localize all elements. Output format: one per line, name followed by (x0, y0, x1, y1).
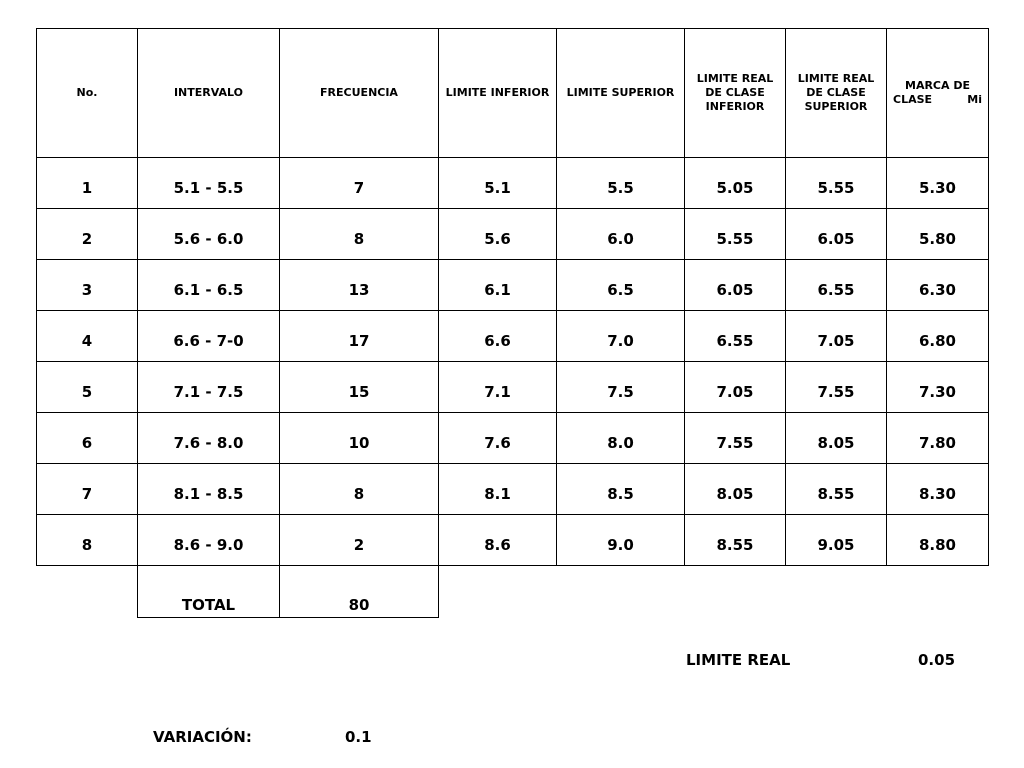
cell-frecuencia: 15 (280, 362, 439, 413)
cell-limite-real-inferior: 6.05 (685, 260, 786, 311)
cell-intervalo: 5.1 - 5.5 (138, 158, 280, 209)
cell-frecuencia: 2 (280, 515, 439, 566)
cell-limite-superior: 6.0 (557, 209, 685, 260)
cell-limite-real-inferior: 5.05 (685, 158, 786, 209)
table-body (37, 29, 989, 618)
table-row (37, 158, 989, 209)
cell-limite-real-superior: 9.05 (786, 515, 887, 566)
frequency-table (36, 28, 989, 618)
cell-marca-de-clase: 8.80 (887, 515, 989, 566)
header-frecuencia: FRECUENCIA (280, 29, 439, 158)
total-row (37, 566, 989, 618)
header-limite-real-superior (786, 29, 887, 158)
cell-intervalo: 8.6 - 9.0 (138, 515, 280, 566)
header-limite-superior: LIMITE SUPERIOR (557, 29, 685, 158)
cell-limite-inferior: 6.1 (439, 260, 557, 311)
cell-no: 5 (37, 362, 138, 413)
header-lrs-line: DE CLASE (806, 86, 866, 99)
header-marca-line: CLASE (893, 93, 933, 106)
cell-limite-real-inferior: 8.05 (685, 464, 786, 515)
limite-real-value: 0.05 (918, 651, 956, 669)
header-lrs-line: SUPERIOR (804, 100, 868, 113)
cell-limite-real-superior: 6.05 (786, 209, 887, 260)
cell-intervalo: 7.6 - 8.0 (138, 413, 280, 464)
header-row (37, 29, 989, 158)
cell-frecuencia: 10 (280, 413, 439, 464)
header-limite-real-inferior (685, 29, 786, 158)
cell-limite-real-superior: 5.55 (786, 158, 887, 209)
cell-frecuencia: 7 (280, 158, 439, 209)
cell-limite-inferior: 8.1 (439, 464, 557, 515)
cell-intervalo: 6.6 - 7-0 (138, 311, 280, 362)
cell-marca-de-clase: 6.80 (887, 311, 989, 362)
cell-limite-real-inferior: 8.55 (685, 515, 786, 566)
variacion-label: VARIACIÓN: (153, 728, 252, 746)
cell-limite-real-superior: 7.05 (786, 311, 887, 362)
limite-real-label: LIMITE REAL (686, 651, 791, 669)
cell-limite-superior: 9.0 (557, 515, 685, 566)
cell-no: 3 (37, 260, 138, 311)
table-row (37, 209, 989, 260)
cell-limite-inferior: 7.1 (439, 362, 557, 413)
total-value: 80 (280, 566, 439, 618)
table-row (37, 413, 989, 464)
cell-intervalo: 6.1 - 6.5 (138, 260, 280, 311)
cell-no: 2 (37, 209, 138, 260)
total-label: TOTAL (138, 566, 280, 618)
total-spacer-right (439, 566, 989, 618)
cell-marca-de-clase: 7.80 (887, 413, 989, 464)
cell-frecuencia: 8 (280, 209, 439, 260)
cell-frecuencia: 8 (280, 464, 439, 515)
cell-limite-real-superior: 8.55 (786, 464, 887, 515)
header-lri-line: INFERIOR (705, 100, 765, 113)
cell-intervalo: 8.1 - 8.5 (138, 464, 280, 515)
cell-limite-superior: 8.5 (557, 464, 685, 515)
cell-limite-inferior: 8.6 (439, 515, 557, 566)
header-marca-line: MARCA DE (905, 79, 970, 92)
cell-no: 6 (37, 413, 138, 464)
cell-marca-de-clase: 7.30 (887, 362, 989, 413)
cell-intervalo: 5.6 - 6.0 (138, 209, 280, 260)
header-lri-line: DE CLASE (705, 86, 765, 99)
cell-limite-superior: 7.5 (557, 362, 685, 413)
cell-no: 1 (37, 158, 138, 209)
cell-limite-real-inferior: 5.55 (685, 209, 786, 260)
cell-limite-superior: 7.0 (557, 311, 685, 362)
header-marca-symbol: Mi (967, 93, 982, 106)
cell-limite-superior: 6.5 (557, 260, 685, 311)
cell-no: 8 (37, 515, 138, 566)
cell-limite-real-inferior: 6.55 (685, 311, 786, 362)
cell-limite-real-superior: 8.05 (786, 413, 887, 464)
cell-limite-real-superior: 6.55 (786, 260, 887, 311)
cell-intervalo: 7.1 - 7.5 (138, 362, 280, 413)
cell-limite-real-inferior: 7.05 (685, 362, 786, 413)
cell-marca-de-clase: 5.80 (887, 209, 989, 260)
cell-limite-inferior: 7.6 (439, 413, 557, 464)
cell-no: 4 (37, 311, 138, 362)
header-lri-line: LIMITE REAL (696, 72, 774, 85)
header-intervalo: INTERVALO (138, 29, 280, 158)
cell-marca-de-clase: 6.30 (887, 260, 989, 311)
cell-frecuencia: 13 (280, 260, 439, 311)
header-lrs-line: LIMITE REAL (797, 72, 875, 85)
cell-limite-inferior: 6.6 (439, 311, 557, 362)
cell-limite-real-superior: 7.55 (786, 362, 887, 413)
cell-marca-de-clase: 8.30 (887, 464, 989, 515)
table-row (37, 515, 989, 566)
table-row (37, 260, 989, 311)
table-row (37, 362, 989, 413)
header-no: No. (37, 29, 138, 158)
cell-limite-superior: 5.5 (557, 158, 685, 209)
cell-limite-real-inferior: 7.55 (685, 413, 786, 464)
cell-frecuencia: 17 (280, 311, 439, 362)
cell-limite-inferior: 5.1 (439, 158, 557, 209)
cell-marca-de-clase: 5.30 (887, 158, 989, 209)
cell-no: 7 (37, 464, 138, 515)
table-row (37, 464, 989, 515)
header-marca-de-clase (887, 29, 989, 158)
cell-limite-superior: 8.0 (557, 413, 685, 464)
table-row (37, 311, 989, 362)
variacion-value: 0.1 (345, 728, 372, 746)
cell-limite-inferior: 5.6 (439, 209, 557, 260)
total-spacer (37, 566, 138, 618)
header-marca-line2 (887, 93, 988, 107)
header-limite-inferior: LIMITE INFERIOR (439, 29, 557, 158)
